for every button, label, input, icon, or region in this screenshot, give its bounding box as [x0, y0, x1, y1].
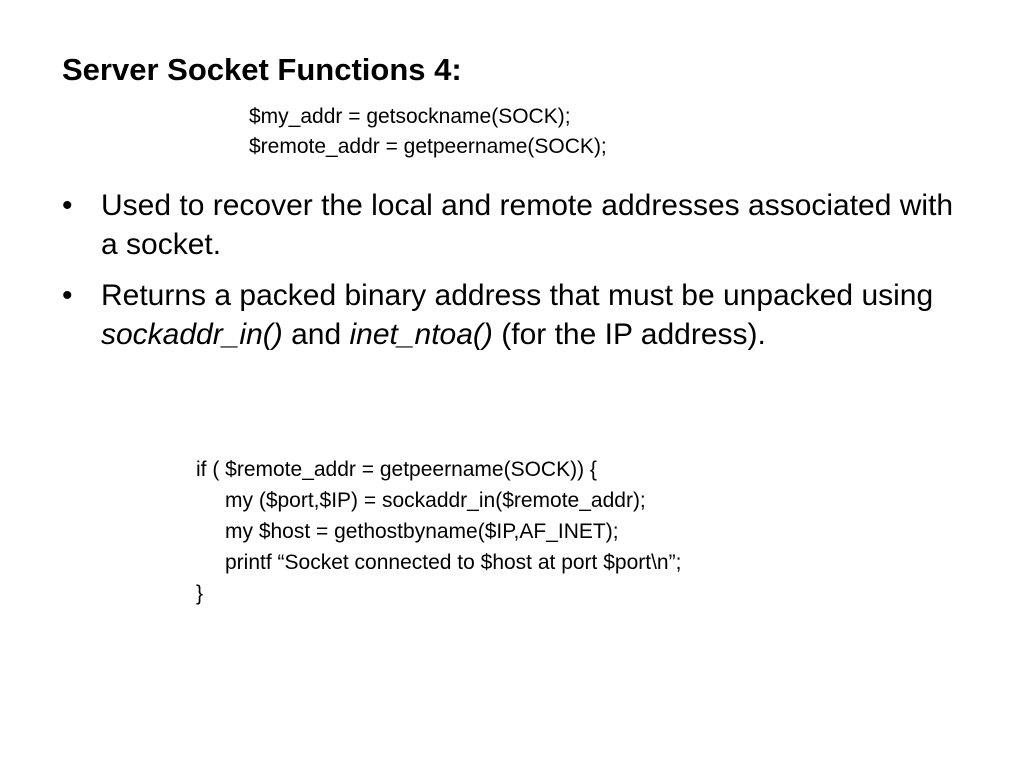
code-line-sockaddr: my ($port,$IP) = sockaddr_in($remote_addr);	[225, 489, 646, 512]
code-line-getsockname: $my_addr = getsockname(SOCK);	[249, 105, 571, 128]
slide-title: Server Socket Functions 4:	[62, 52, 462, 87]
bullet-text-part: Returns a packed binary address that must be unpacked using	[101, 279, 934, 312]
bullet-text: Used to recover the local and remote addresses associated with a socket.	[101, 189, 954, 261]
bullet-icon: •	[62, 189, 73, 222]
bullet-text-part: and	[282, 318, 350, 351]
function-name-inet-ntoa: inet_ntoa()	[349, 318, 493, 351]
code-line-printf: printf “Socket connected to $host at port $port\n”;	[225, 551, 682, 574]
bullet-text-part: (for the IP address).	[492, 318, 766, 351]
code-line-if: if ( $remote_addr = getpeername(SOCK)) {	[196, 458, 597, 481]
function-name-sockaddr-in: sockaddr_in()	[101, 318, 283, 351]
bullet-item-packed-address	[62, 276, 972, 354]
code-line-getpeername: $remote_addr = getpeername(SOCK);	[249, 135, 607, 158]
code-line-close-brace: }	[196, 582, 204, 605]
bullet-list	[62, 186, 972, 366]
function-signatures	[249, 102, 607, 162]
code-line-gethostbyname: my $host = gethostbyname($IP,AF_INET);	[225, 520, 619, 543]
code-example	[196, 454, 681, 609]
bullet-item-recover-addresses	[62, 186, 972, 264]
bullet-icon: •	[62, 279, 73, 312]
